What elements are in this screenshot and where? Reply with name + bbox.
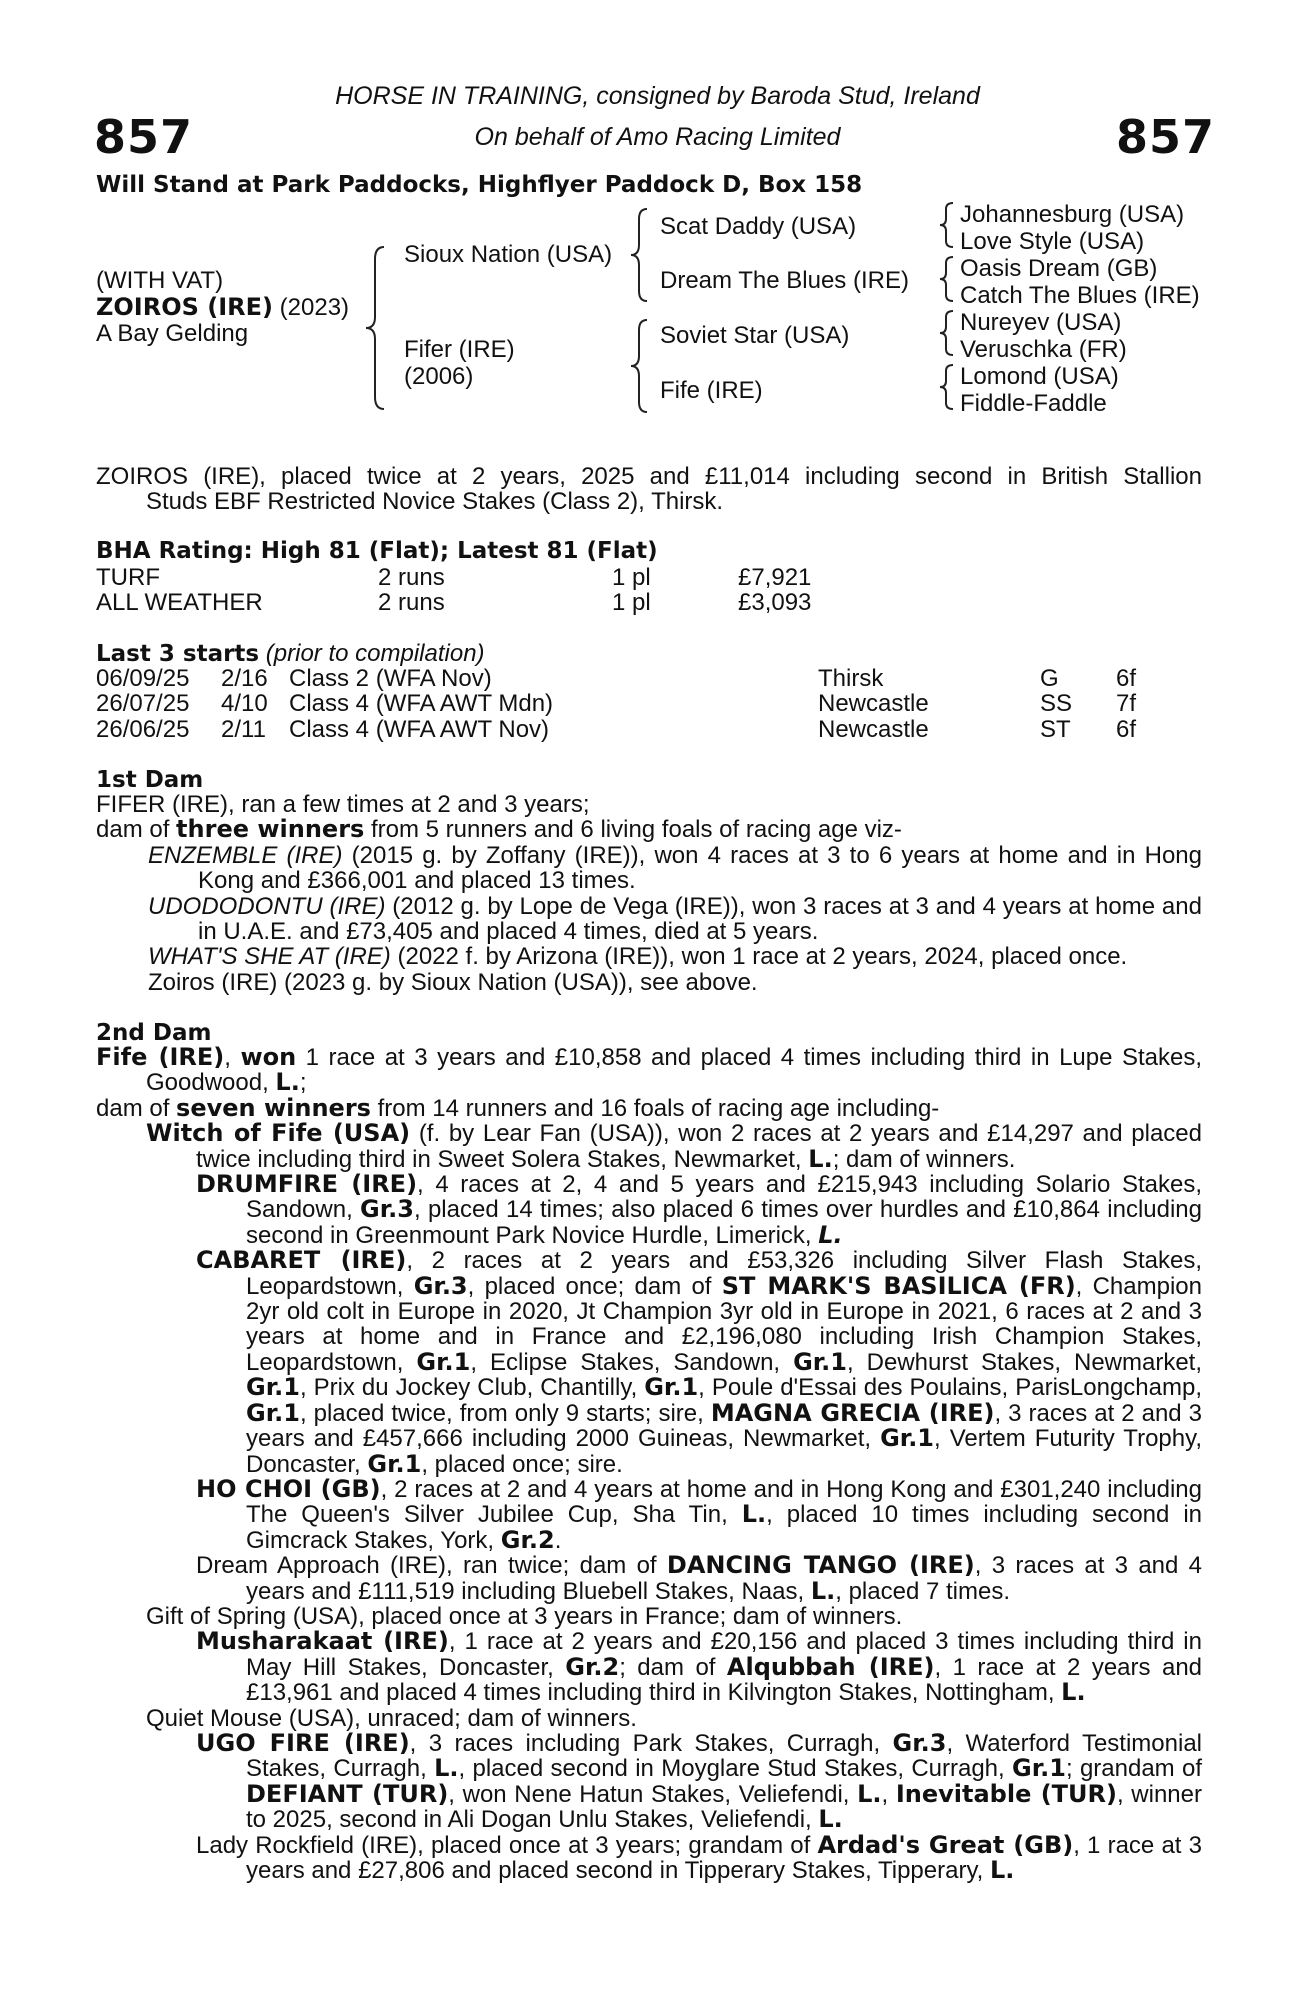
start-position: 2/16 — [221, 665, 268, 692]
first-dam-produce: dam of three winners from 5 runners and 6 living foals of racing age viz- — [96, 815, 902, 844]
first-dam-section — [96, 792, 1202, 995]
offspring-quiet-mouse: Quiet Mouse (USA), unraced; dam of winners. — [146, 1704, 637, 1732]
first-dam-offspring — [96, 843, 1202, 995]
second-dam-fife: Fife (IRE), won 1 race at 3 years and £10,858 and placed 4 times including third in Lupe Stakes, Goodwood, L.; — [96, 1043, 1202, 1097]
rating-earnings: £3,093 — [738, 589, 812, 616]
sdd: Catch The Blues (IRE) — [960, 282, 1200, 309]
ssd: Love Style (USA) — [960, 228, 1145, 255]
rating-surface: ALL WEATHER — [96, 589, 263, 616]
start-going: G — [1040, 665, 1059, 692]
offspring-lady-rockfield: Lady Rockfield (IRE), placed once at 3 years; grandam of Ardad's Great (GB), 1 race at 3 years and £27,806 and placed second in Tipperary Stakes, Tipperary, L. — [196, 1830, 1202, 1884]
start-course: Newcastle — [818, 690, 929, 717]
last-starts-heading — [96, 640, 485, 668]
offspring-cabaret: CABARET (IRE), 2 races at 2 years and £53,326 including Silver Flash Stakes, Leopardstown, Gr.3, placed once; dam of ST MARK'S BASILICA (FR), Champion 2yr old colt in Europe in 2020, Jt Champion 3yr old in Europe in 2021, 6 races at 2 and 3 years at home and in France and £2,196,080 including Irish Champion Stakes, Leopardstown, Gr.1, Eclipse Stakes, Sandown, Gr.1, Dewhurst Stakes, Newmarket, Gr.1, Prix du Jockey Club, Chantilly, Gr.1, Poule d'Essai des Poulains, ParisLongchamp, Gr.1, placed twice, from only 9 starts; sire, MAGNA GRECIA (IRE), 3 races at 2 and 3 years and £457,666 including 2000 Guineas, Newmarket, Gr.1, Vertem Futurity Trophy, Doncaster, Gr.1, placed once; sire. — [196, 1246, 1203, 1478]
rating-placed: 1 pl — [612, 564, 651, 591]
start-distance: 6f — [1116, 716, 1137, 743]
first-dam-intro: FIFER (IRE), ran a few times at 2 and 3 years; — [96, 791, 590, 818]
horse-year: (2023) — [273, 294, 350, 321]
on-behalf-line: On behalf of Amo Racing Limited — [474, 123, 841, 151]
brace-dd — [937, 363, 959, 411]
start-date: 26/07/25 — [96, 690, 190, 717]
dam-name: Fifer (IRE) — [404, 336, 515, 363]
start-race: Class 4 (WFA AWT Nov) — [289, 716, 550, 743]
start-going: SS — [1040, 690, 1073, 717]
start-position: 2/11 — [221, 716, 266, 743]
sire: Sioux Nation (USA) — [404, 241, 613, 268]
first-dam-title: 1st Dam — [96, 767, 204, 793]
offspring-whats-she-at: WHAT'S SHE AT (IRE) (2022 f. by Arizona (IRE)), won 1 race at 2 years, 2024, placed once. — [148, 943, 1128, 971]
last-starts-note: (prior to compilation) — [259, 640, 485, 667]
dss: Nureyev (USA) — [960, 309, 1122, 336]
start-position: 4/10 — [221, 690, 268, 717]
brace-sd — [937, 255, 959, 303]
horse-description: A Bay Gelding — [96, 320, 249, 347]
rating-runs: 2 runs — [378, 564, 445, 591]
dam-dam: Fife (IRE) — [660, 377, 763, 404]
lot-number-left: 857 — [94, 110, 194, 164]
witch-of-fife-produce — [146, 1172, 1202, 1604]
rating-runs: 2 runs — [378, 589, 445, 616]
bha-rating-title: BHA Rating: High 81 (Flat); Latest 81 (Flat) — [96, 538, 658, 564]
brace-ds — [937, 309, 959, 357]
summary-line1: ZOIROS (IRE), placed twice at 2 years, 2025 and £11,014 including second in British Stallion — [96, 463, 1202, 490]
consignor-line: HORSE IN TRAINING, consigned by Baroda Stud, Ireland — [335, 82, 980, 110]
offspring-ugo-fire: UGO FIRE (IRE), 3 races including Park Stakes, Curragh, Gr.3, Waterford Testimonial Stakes, Curragh, L., placed second in Moyglare Stud Stakes, Curragh, Gr.1; grandam of DEFIANT (TUR), won Nene Hatun Stakes, Veliefendi, L., Inevitable (TUR), winner to 2025, second in Ali Dogan Unlu Stakes, Veliefendi, L. — [196, 1728, 1203, 1834]
offspring-ho-choi: HO CHOI (GB), 2 races at 2 and 4 years at home and in Hong Kong and £301,240 including The Queen's Silver Jubilee Cup, Sha Tin, L., placed 10 times including second in Gimcrack Stakes, York, Gr.2. — [196, 1474, 1202, 1554]
sds: Oasis Dream (GB) — [960, 255, 1158, 282]
second-dam-offspring — [96, 1121, 1202, 1883]
offspring-enzemble: ENZEMBLE (IRE) (2015 g. by Zoffany (IRE)), won 4 races at 3 to 6 years at home and in Hong Kong and £366,001 and placed 13 times. — [148, 841, 1202, 895]
start-race: Class 4 (WFA AWT Mdn) — [289, 690, 554, 717]
dsd: Veruschka (FR) — [960, 336, 1127, 363]
lot-number-right: 857 — [1116, 110, 1216, 164]
offspring-gift-of-spring: Gift of Spring (USA), placed once at 3 years in France; dam of winners. — [146, 1602, 903, 1630]
brace-sire — [627, 207, 653, 303]
start-distance: 7f — [1116, 690, 1137, 717]
offspring-witch-of-fife: Witch of Fife (USA) (f. by Lear Fan (USA)), won 2 races at 2 years and £14,297 and placed twice including third in Sweet Solera Stakes, Newmarket, L.; dam of winners. — [146, 1119, 1202, 1173]
second-dam-section — [96, 1045, 1202, 1883]
offspring-zoiros: Zoiros (IRE) (2023 g. by Sioux Nation (USA)), see above. — [148, 968, 758, 996]
offspring-musharakaat: Musharakaat (IRE), 1 race at 2 years and £20,156 and placed 3 times including third in May Hill Stakes, Doncaster, Gr.2; dam of Alqubbah (IRE), 1 race at 2 years and £13,961 and placed 4 times including third in Kilvington Stakes, Nottingham, L. — [196, 1627, 1203, 1707]
start-date: 26/06/25 — [96, 716, 190, 743]
last-starts-title: Last 3 starts — [96, 641, 260, 667]
sss: Johannesburg (USA) — [960, 201, 1185, 228]
stand-location: Will Stand at Park Paddocks, Highflyer Paddock D, Box 158 — [96, 172, 863, 198]
summary-line2: Studs EBF Restricted Novice Stakes (Class 2), Thirsk. — [146, 488, 724, 515]
dds: Lomond (USA) — [960, 363, 1119, 390]
offspring-drumfire: DRUMFIRE (IRE), 4 races at 2, 4 and 5 years and £215,943 including Solario Stakes, Sandown, Gr.3, placed 14 times; also placed 6 times over hurdles and £10,864 including second in Greenmount Park Novice Hurdle, Limerick, L. — [196, 1170, 1202, 1249]
horse-name: ZOIROS (IRE) — [96, 293, 273, 321]
rating-placed: 1 pl — [612, 589, 651, 616]
horse-heading — [96, 293, 349, 322]
brace-ss — [937, 201, 959, 249]
sire-sire: Scat Daddy (USA) — [660, 213, 857, 240]
sire-dam: Dream The Blues (IRE) — [660, 267, 909, 294]
start-course: Newcastle — [818, 716, 929, 743]
dam-year: (2006) — [404, 363, 474, 390]
rating-earnings: £7,921 — [738, 564, 812, 591]
rating-surface: TURF — [96, 564, 160, 591]
start-course: Thirsk — [818, 665, 884, 692]
brace-gen1 — [362, 245, 392, 411]
brace-dam — [627, 318, 653, 414]
start-date: 06/09/25 — [96, 665, 190, 692]
second-dam-title: 2nd Dam — [96, 1020, 212, 1046]
offspring-dream-approach: Dream Approach (IRE), ran twice; dam of DANCING TANGO (IRE), 3 races at 3 and 4 years and £111,519 including Bluebell Stakes, Naas, L., placed 7 times. — [196, 1551, 1203, 1605]
gift-of-spring-produce — [146, 1629, 1202, 1705]
ddd: Fiddle-Faddle — [960, 390, 1107, 417]
start-distance: 6f — [1116, 665, 1137, 692]
vat-note: (WITH VAT) — [96, 267, 224, 294]
dam-sire: Soviet Star (USA) — [660, 322, 850, 349]
quiet-mouse-produce — [146, 1728, 1203, 1884]
second-dam-produce: dam of seven winners from 14 runners and 16 foals of racing age including- — [96, 1093, 940, 1122]
start-going: ST — [1040, 716, 1071, 743]
offspring-udododontu: UDODODONTU (IRE) (2012 g. by Lope de Vega (IRE)), won 3 races at 3 and 4 years at home and in U.A.E. and £73,405 and placed 4 times, died at 5 years. — [148, 892, 1202, 946]
start-race: Class 2 (WFA Nov) — [289, 665, 492, 692]
